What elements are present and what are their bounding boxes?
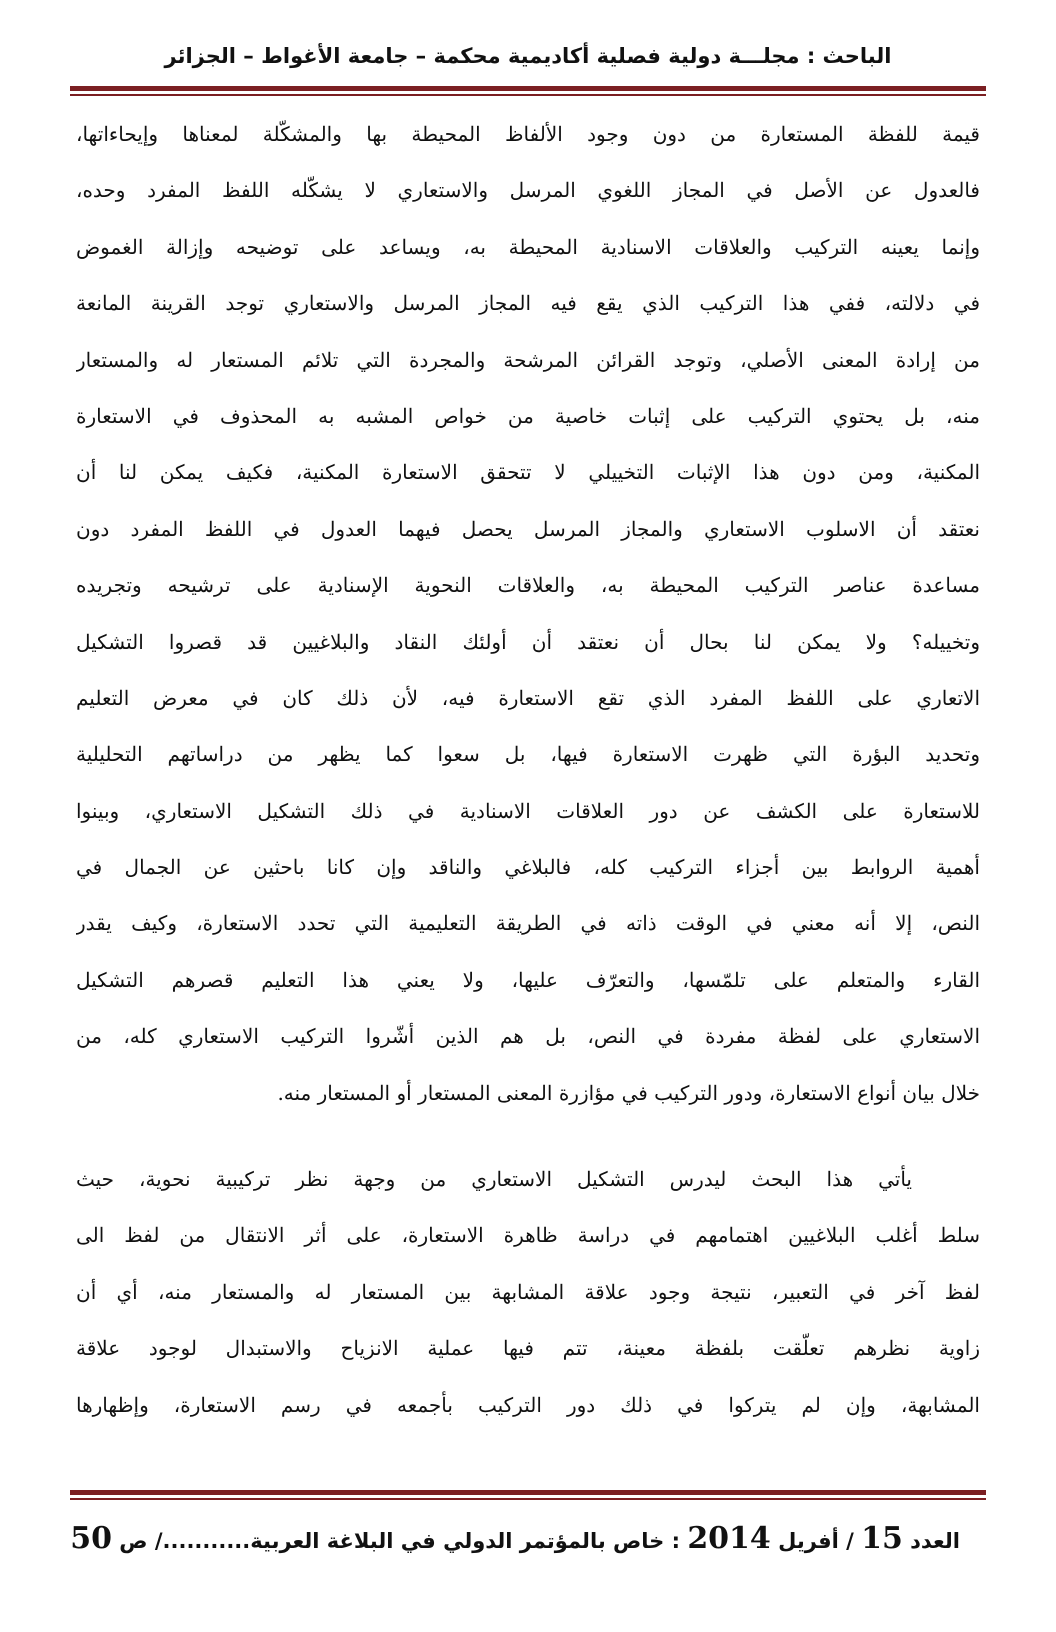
text-line: المشابهة، وإن لم يتركوا في ذلك دور التركيب بأجمعه في رسم الاستعارة، وإظهارها	[76, 1392, 980, 1417]
paragraph-1	[76, 106, 980, 1121]
footer-page-label: ص	[119, 1529, 148, 1553]
header-rule-thin	[70, 94, 986, 96]
footer-month: أفريل	[778, 1529, 839, 1553]
text-line: قيمة للفظة المستعارة من دون وجود الألفاظ المحيطة بها والمشكّلة لمعناها وإيحاءاتها،	[76, 122, 980, 146]
text-line: الاتعاري على اللفظ المفرد الذي تقع الاستعارة فيه، لأن ذلك كان في معرض التعليم	[76, 685, 980, 710]
text-line: خلال بيان أنواع الاستعارة، ودور التركيب في مؤازرة المعنى المستعار أو المستعار منه.	[277, 1080, 980, 1105]
text-line: القارء والمتعلم على تلمّسها، والتعرّف عليها، ولا يعني هذا التعليم قصرهم التشكيل	[76, 967, 980, 992]
text-line: فالعدول عن الأصل في المجاز اللغوي المرسل والاستعاري لا يشكّله اللفظ المفرد وحده،	[76, 178, 980, 203]
text-line: مساعدة عناصر التركيب المحيطة به، والعلاقات النحوية الإسنادية على ترشيحه وتجريده	[76, 573, 980, 598]
footer-rule-thick	[70, 1490, 986, 1495]
text-line: للاستعارة على الكشف عن دور العلاقات الاسنادية في ذلك التشكيل الاستعاري، وبينوا	[76, 798, 980, 823]
journal-header	[70, 34, 986, 78]
journal-footer	[70, 1514, 960, 1564]
footer-issue-number: 15	[861, 1521, 903, 1556]
text-line: الاستعاري على لفظة مفردة في النص، بل هم الذين أشّروا التركيب الاستعاري كله، من	[76, 1024, 980, 1049]
text-line: أهمية الروابط بين أجزاء التركيب كله، فالبلاغي والناقد وإن كانا باحثين عن الجمال في	[76, 855, 980, 880]
article-body	[76, 106, 980, 1433]
paragraph-gap	[76, 1121, 980, 1151]
text-line: المكنية، ومن دون هذا الإثبات التخييلي لا تتحقق الاستعارة المكنية، فكيف يمكن لنا أن	[76, 460, 980, 485]
text-line: وتحديد البؤرة التي ظهرت الاستعارة فيها، بل سعوا كما يظهر من دراساتهم التحليلية	[76, 742, 980, 767]
footer-rule-thin	[70, 1498, 986, 1500]
footer-year: 2014	[687, 1521, 771, 1556]
text-line: من إرادة المعنى الأصلي، وتوجد القرائن المرشحة والمجردة التي تلائم المستعار له والمستعار	[76, 347, 980, 372]
text-line: النص، إلا أنه معني في الوقت ذاته في الطريقة التعليمية التي تحدد الاستعارة، وكيف يقدر	[76, 911, 980, 936]
text-line: وتخييله؟ ولا يمكن لنا بحال أن نعتقد أن أولئك النقاد والبلاغيين قد قصروا التشكيل	[76, 629, 980, 654]
footer-description: : خاص بالمؤتمر الدولي في البلاغة العربية.........../	[154, 1529, 680, 1553]
footer-separator: /	[846, 1529, 854, 1553]
text-line: نعتقد أن الاسلوب الاستعاري والمجاز المرسل يحصل فيهما العدول في اللفظ المفرد دون	[76, 516, 980, 541]
text-line: يأتي هذا البحث ليدرس التشكيل الاستعاري من وجهة نظر تركيبية نحوية، حيث	[76, 1167, 912, 1192]
text-line: وإنما يعينه التركيب والعلاقات الاسنادية المحيطة به، ويساعد على توضيحه وإزالة الغموض	[76, 234, 980, 259]
text-line: زاوية نظرهم تعلّقت بلفظة معينة، تتم فيها عملية الانزياح والاستبدال لوجود علاقة	[76, 1336, 980, 1361]
paragraph-2	[76, 1151, 980, 1433]
text-line: سلط أغلب البلاغيين اهتمامهم في دراسة ظاهرة الاستعارة، على أثر الانتقال من لفظ الى	[76, 1223, 980, 1248]
text-line: منه، بل يحتوي التركيب على إثبات خاصية من خواص المشبه به المحذوف في الاستعارة	[76, 403, 980, 428]
text-line: في دلالته، ففي هذا التركيب الذي يقع فيه المجاز المرسل والاستعاري توجد القرينة المانعة	[76, 291, 980, 316]
text-line: لفظ آخر في التعبير، نتيجة وجود علاقة المشابهة بين المستعار له والمستعار منه، أي أن	[76, 1279, 980, 1304]
footer-issue-label: العدد	[910, 1529, 960, 1553]
journal-header-title: الباحث : مجلـــة دولية فصلية أكاديمية محكمة – جامعة الأغواط – الجزائر	[164, 44, 892, 68]
footer-page-number: 50	[70, 1521, 112, 1556]
header-rule-thick	[70, 86, 986, 91]
